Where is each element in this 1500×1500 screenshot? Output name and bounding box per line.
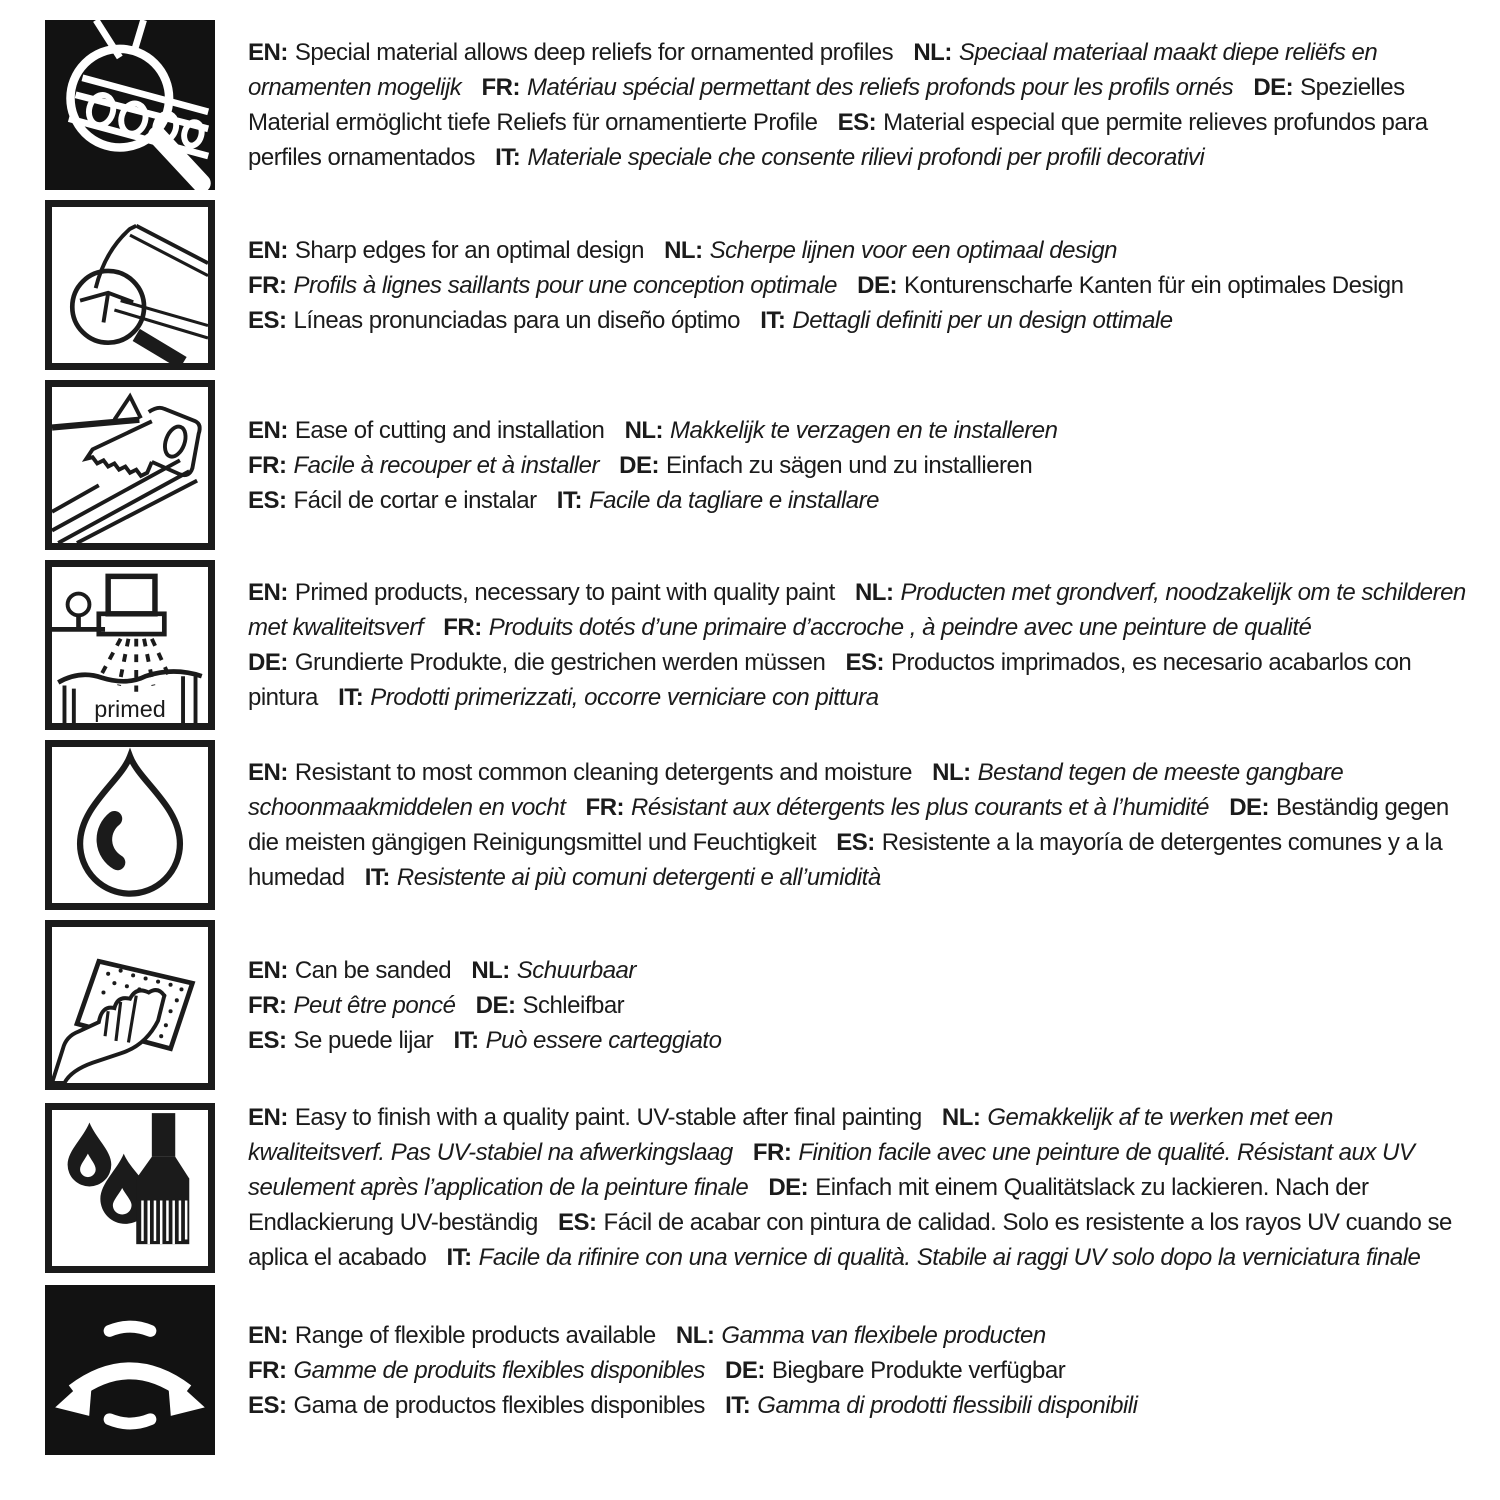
lang-label: DE: [619, 451, 659, 479]
lang-label: NL: [913, 39, 952, 66]
lang-label: FR: [248, 991, 287, 1019]
feature-desc: Gemakkelijk af te werken met een kwaliteitsverf. Pas UV-stabiel na afwerkingslaag [248, 1104, 1333, 1166]
lang-label: DE: [768, 1174, 809, 1201]
lang-label: FR: [248, 451, 287, 479]
segment [443, 614, 1311, 641]
segment [476, 992, 625, 1019]
segment [676, 1322, 1046, 1349]
feature-text [248, 413, 1472, 518]
feature-desc: Se puede lijar [293, 1026, 434, 1054]
feature-desc: Resistant to most common cleaning detergents and moisture [294, 759, 912, 786]
feature-desc: Dettagli definiti per un design ottimale [792, 306, 1173, 334]
feature-desc: Matériau spécial permettant des reliefs profonds pour les profils ornés [526, 74, 1234, 101]
segment [619, 452, 1032, 479]
feature-desc: Konturenscharfe Kanten für ein optimales Design [904, 271, 1404, 299]
segment [248, 39, 893, 66]
lang-label: EN: [248, 416, 288, 444]
feature-row-paintable [45, 1100, 1472, 1275]
segment [760, 307, 1172, 334]
lang-label: NL: [664, 236, 703, 264]
lang-label: ES: [845, 649, 884, 676]
primer-spray-icon [45, 560, 215, 730]
segment [248, 237, 644, 264]
lang-label: FR: [481, 74, 520, 101]
feature-desc: Líneas pronunciadas para un diseño óptimo [293, 306, 741, 334]
feature-text [248, 1318, 1472, 1423]
feature-desc: Spezielles Material ermöglicht tiefe Reliefs für ornamentierte Profile [248, 74, 1405, 136]
feature-desc: Gamma di prodotti flessibili disponibili [757, 1391, 1138, 1419]
segment [338, 684, 879, 711]
lang-label: NL: [941, 1104, 981, 1131]
segment [365, 864, 881, 891]
feature-desc: Gama de productos flexibles disponibles [293, 1391, 705, 1419]
feature-desc: Gamme de produits flexibles disponibles [293, 1356, 705, 1384]
feature-row-cutting [45, 380, 1472, 550]
segment [248, 487, 537, 514]
feature-desc: Ease of cutting and installation [294, 416, 605, 444]
feature-row-sharp-edges [45, 200, 1472, 370]
lang-label: ES: [836, 829, 875, 856]
lang-label: ES: [558, 1209, 597, 1236]
lang-label: NL: [854, 579, 894, 606]
lang-label: ES: [248, 486, 287, 514]
feature-row-moisture [45, 740, 1472, 910]
feature-desc: Can be sanded [294, 956, 452, 984]
lang-label: FR: [248, 1356, 287, 1384]
segment [557, 487, 879, 514]
flexible-arrow-icon [45, 1285, 215, 1455]
feature-desc: Resistente a la mayoría de detergentes comunes y a la humedad [248, 829, 1443, 891]
segment [248, 649, 825, 676]
sanding-hand-icon [45, 920, 215, 1090]
lang-label: IT: [364, 864, 390, 891]
feature-desc: Fácil de acabar con pintura de calidad. Solo es resistente a los rayos UV cuando se aplica el acabado [248, 1209, 1452, 1271]
feature-row-sanding [45, 920, 1472, 1090]
feature-desc: Material especial que permite relieves profundos para perfiles ornamentados [248, 109, 1428, 171]
lang-label: DE: [1253, 74, 1294, 101]
feature-desc: Resistente ai più comuni detergenti e all’umidità [396, 864, 881, 891]
feature-text [248, 35, 1472, 175]
segment [481, 74, 1233, 101]
lang-label: ES: [837, 109, 877, 136]
deep-relief-magnifier-icon [45, 20, 215, 190]
feature-desc: Schleifbar [522, 991, 625, 1019]
lang-label: DE: [857, 271, 897, 299]
lang-label: NL: [471, 956, 510, 984]
lang-label: DE: [475, 991, 516, 1019]
paint-drops-brush-icon [45, 1103, 215, 1273]
feature-desc: Schuurbaar [516, 956, 636, 984]
segment [586, 794, 1209, 821]
segment [471, 957, 636, 984]
feature-text [248, 1100, 1472, 1275]
lang-label: IT: [495, 144, 521, 171]
lang-label: FR: [443, 614, 482, 641]
segment [248, 992, 455, 1019]
feature-desc: Grundierte Produkte, die gestrichen werden müssen [294, 649, 826, 676]
feature-desc: Produits dotés d’une primaire d’accroche , à peindre avec une peinture de qualité [488, 614, 1312, 641]
feature-text [248, 575, 1472, 715]
feature-desc: Peut être poncé [293, 991, 456, 1019]
segment [248, 417, 604, 444]
lang-label: EN: [248, 956, 288, 984]
water-droplet-icon [45, 740, 215, 910]
feature-desc: Materiale speciale che consente rilievi profondi per profili decorativi [527, 144, 1205, 171]
feature-desc: Einfach mit einem Qualitätslack zu lackieren. Nach der Endlackierung UV-beständig [248, 1174, 1369, 1236]
segment [248, 759, 912, 786]
segment [664, 237, 1117, 264]
lang-label: ES: [248, 1391, 287, 1419]
feature-desc: Può essere carteggiato [485, 1026, 722, 1054]
feature-text [248, 755, 1472, 895]
segment [248, 1392, 705, 1419]
lang-label: EN: [248, 1321, 288, 1349]
segment [857, 272, 1403, 299]
lang-label: IT: [725, 1391, 751, 1419]
segment [248, 272, 837, 299]
feature-desc: Speciaal materiaal maakt diepe reliëfs en ornamenten mogelijk [248, 39, 1378, 101]
feature-desc: Facile da rifinire con una vernice di qualità. Stabile ai raggi UV solo dopo la verniciatura finale [478, 1244, 1421, 1271]
segment [248, 1027, 433, 1054]
lang-label: NL: [624, 416, 664, 444]
lang-label: FR: [248, 271, 287, 299]
feature-desc: Profils à lignes saillants pour une conception optimale [293, 271, 837, 299]
segment [248, 452, 599, 479]
lang-label: EN: [248, 759, 288, 786]
lang-label: IT: [446, 1244, 472, 1271]
feature-desc: Sharp edges for an optimal design [294, 236, 644, 264]
feature-text [248, 953, 1472, 1058]
segment [725, 1357, 1065, 1384]
feature-row-deep-relief [45, 20, 1472, 190]
feature-desc: Résistant aux détergents les plus courants et à l’humidité [631, 794, 1210, 821]
segment [248, 307, 740, 334]
lang-label: EN: [248, 39, 288, 66]
feature-desc: Facile à recouper et à installer [293, 451, 599, 479]
lang-label: DE: [725, 1356, 765, 1384]
segment [725, 1392, 1137, 1419]
feature-desc: Gamma van flexibele producten [721, 1321, 1046, 1349]
lang-label: NL: [932, 759, 971, 786]
feature-desc: Biegbare Produkte verfügbar [771, 1356, 1066, 1384]
lang-label: DE: [248, 649, 288, 676]
feature-desc: Easy to finish with a quality paint. UV-stable after final painting [294, 1104, 922, 1131]
lang-label: IT: [453, 1026, 479, 1054]
feature-desc: Einfach zu sägen und zu installieren [666, 451, 1033, 479]
lang-label: ES: [248, 306, 287, 334]
feature-desc: Makkelijk te verzagen en te installeren [670, 416, 1058, 444]
feature-desc: Range of flexible products available [294, 1321, 656, 1349]
feature-text [248, 233, 1472, 338]
feature-desc: Producten met grondverf, noodzakelijk om te schilderen met kwaliteitsverf [248, 579, 1466, 641]
segment [248, 957, 451, 984]
sharp-edges-magnifier-icon [45, 200, 215, 370]
feature-desc: Productos imprimados, es necesario acabarlos con pintura [248, 649, 1412, 711]
lang-label: IT: [760, 306, 786, 334]
feature-desc: Finition facile avec une peinture de qualité. Résistant aux UV seulement après l’application de la peinture finale [248, 1139, 1415, 1201]
feature-desc: Fácil de cortar e instalar [293, 486, 537, 514]
segment [495, 144, 1204, 171]
segment [248, 1104, 922, 1131]
segment [625, 417, 1058, 444]
lang-label: IT: [338, 684, 364, 711]
feature-desc: Scherpe lijnen voor een optimaal design [709, 236, 1118, 264]
saw-cutting-icon [45, 380, 215, 550]
lang-label: EN: [248, 1104, 288, 1131]
feature-desc: Bestand tegen de meeste gangbare schoonmaakmiddelen en vocht [248, 759, 1344, 821]
feature-desc: Primed products, necessary to paint with quality paint [294, 579, 835, 606]
feature-desc: Facile da tagliare e installare [588, 486, 879, 514]
segment [446, 1244, 1420, 1271]
lang-label: EN: [248, 579, 288, 606]
segment [248, 1357, 705, 1384]
feature-desc: Special material allows deep reliefs for ornamented profiles [294, 39, 894, 66]
primed-label: primed [94, 695, 166, 722]
lang-label: NL: [675, 1321, 715, 1349]
feature-row-primed [45, 560, 1472, 730]
segment [248, 579, 835, 606]
lang-label: EN: [248, 236, 288, 264]
segment [248, 1322, 656, 1349]
lang-label: IT: [556, 486, 582, 514]
feature-desc: Beständig gegen die meisten gängigen Reinigungsmittel und Feuchtigkeit [248, 794, 1449, 856]
feature-desc: Prodotti primerizzati, occorre verniciare con pittura [370, 684, 879, 711]
lang-label: FR: [752, 1139, 792, 1166]
segment [453, 1027, 721, 1054]
lang-label: FR: [585, 794, 625, 821]
feature-row-flexible [45, 1285, 1472, 1455]
lang-label: ES: [248, 1026, 287, 1054]
lang-label: DE: [1229, 794, 1270, 821]
